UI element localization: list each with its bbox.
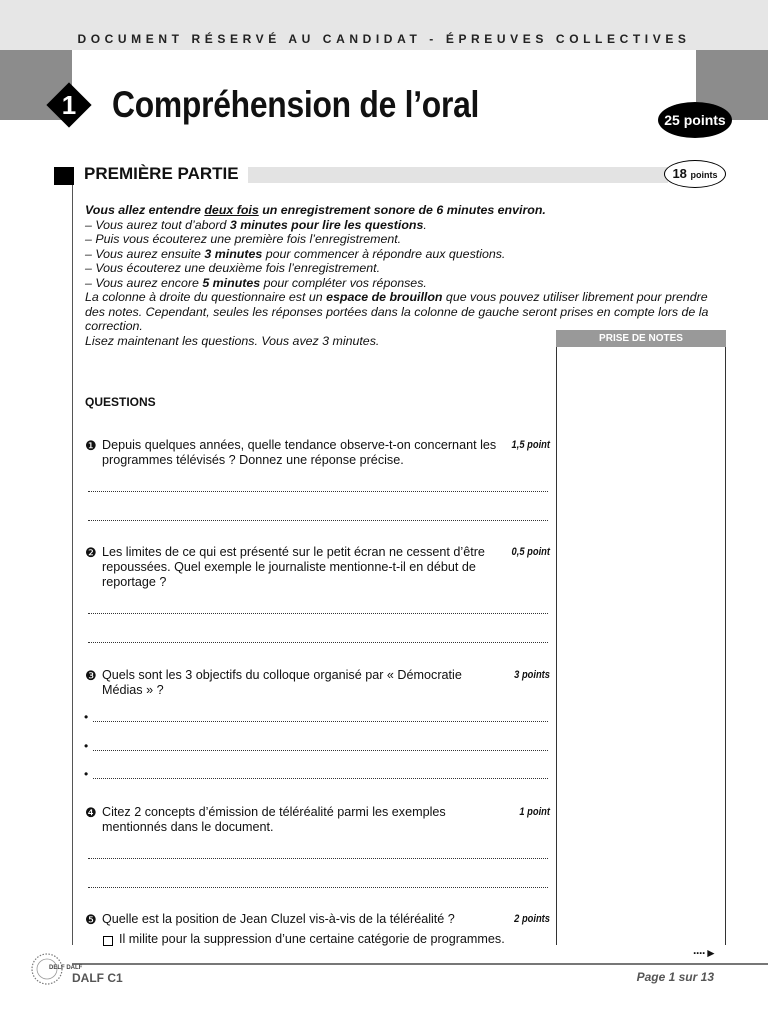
bullet: • xyxy=(84,710,89,724)
question-number: ❹ xyxy=(85,805,97,820)
answer-line[interactable] xyxy=(88,613,548,614)
logo-text: DELF DALF xyxy=(49,965,83,971)
bullet: • xyxy=(84,767,89,781)
question-text: Quels sont les 3 objectifs du colloque organisé par « Démocratie Médias » ? xyxy=(102,668,462,697)
section-points-badge: 25 points xyxy=(658,102,732,138)
instructions xyxy=(85,203,725,348)
question-2-points: 0,5 point xyxy=(511,546,550,558)
answer-line[interactable] xyxy=(93,721,548,722)
instruction-line: – Vous aurez ensuite 3 minutes pour commencer à répondre aux questions. xyxy=(85,246,506,261)
question-3 xyxy=(85,668,505,698)
part-points-unit: points xyxy=(690,170,718,180)
instruction-line: – Puis vous écouterez une première fois l’enregistrement. xyxy=(85,232,402,246)
banner-title: DOCUMENT RÉSERVÉ AU CANDIDAT - ÉPREUVES COLLECTIVES xyxy=(77,32,691,46)
question-5 xyxy=(85,912,525,927)
part-title-bar xyxy=(248,167,668,183)
instruction-line: Lisez maintenant les questions. Vous avez 3 minutes. xyxy=(85,333,380,348)
instruction-line: – Vous aurez encore 5 minutes pour compléter vos réponses. xyxy=(85,275,427,290)
question-number: ❸ xyxy=(85,668,97,683)
instruction-line: – Vous aurez tout d’abord 3 minutes pour lire les questions. xyxy=(85,217,427,232)
answer-line[interactable] xyxy=(88,887,548,888)
bullet: • xyxy=(84,739,89,753)
delf-dalf-logo xyxy=(28,950,83,988)
footer-rule xyxy=(72,963,768,965)
continue-arrow: ····► xyxy=(693,946,716,960)
section-number: 1 xyxy=(61,90,77,120)
option-checkbox[interactable] xyxy=(103,936,113,946)
question-4 xyxy=(85,805,505,835)
question-3-points: 3 points xyxy=(514,669,550,681)
questions-heading: QUESTIONS xyxy=(85,395,156,409)
question-5-points: 2 points xyxy=(514,913,550,925)
answer-line[interactable] xyxy=(93,750,548,751)
question-number: ❷ xyxy=(85,545,97,560)
answer-line[interactable] xyxy=(88,520,548,521)
instruction-line: La colonne à droite du questionnaire est un espace de brouillon que vous pouvez utiliser librement pour prendre des notes. Cependant, seules les réponses portées dans la colonne de gauche seront prises en compte lors de la correction. xyxy=(85,290,709,333)
question-1 xyxy=(85,438,505,468)
section-title: Compréhension de l’oral xyxy=(112,84,480,125)
part-points-badge xyxy=(664,160,726,188)
part-title: PREMIÈRE PARTIE xyxy=(84,164,239,183)
question-4-points: 1 point xyxy=(519,806,550,818)
instruction-line: – Vous écouterez une deuxième fois l’enregistrement. xyxy=(85,261,381,275)
question-2 xyxy=(85,545,505,590)
question-text: Citez 2 concepts d’émission de téléréalité parmi les exemples mentionnés dans le document. xyxy=(102,805,446,834)
answer-line[interactable] xyxy=(88,491,548,492)
question-text: Quelle est la position de Jean Cluzel vis-à-vis de la téléréalité ? xyxy=(102,912,455,926)
answer-line[interactable] xyxy=(88,858,548,859)
answer-line[interactable] xyxy=(88,642,548,643)
question-text: Depuis quelques années, quelle tendance observe-t-on concernant les programmes télévisés ? Donnez une réponse précise. xyxy=(102,438,497,467)
footer-page-number: Page 1 sur 13 xyxy=(636,970,714,984)
question-number: ❶ xyxy=(85,438,97,453)
instruction-line: Vous allez entendre deux fois un enregistrement sonore de 6 minutes environ. xyxy=(85,203,546,217)
part-points-value: 18 xyxy=(672,166,687,181)
question-number: ❺ xyxy=(85,912,97,927)
option-label: Il milite pour la suppression d’une certaine catégorie de programmes. xyxy=(119,932,505,946)
footer-exam-level: DALF C1 xyxy=(72,971,123,985)
notes-column[interactable] xyxy=(556,330,726,945)
answer-line[interactable] xyxy=(93,778,548,779)
notes-column-header: PRISE DE NOTES xyxy=(556,330,726,347)
left-margin-rule xyxy=(72,185,73,945)
question-text: Les limites de ce qui est présenté sur le petit écran ne cessent d’être repoussées. Quel exemple le journaliste mentionne-t-il en début de reportage ? xyxy=(102,545,485,589)
part-marker xyxy=(54,167,74,185)
question-1-points: 1,5 point xyxy=(511,439,550,451)
